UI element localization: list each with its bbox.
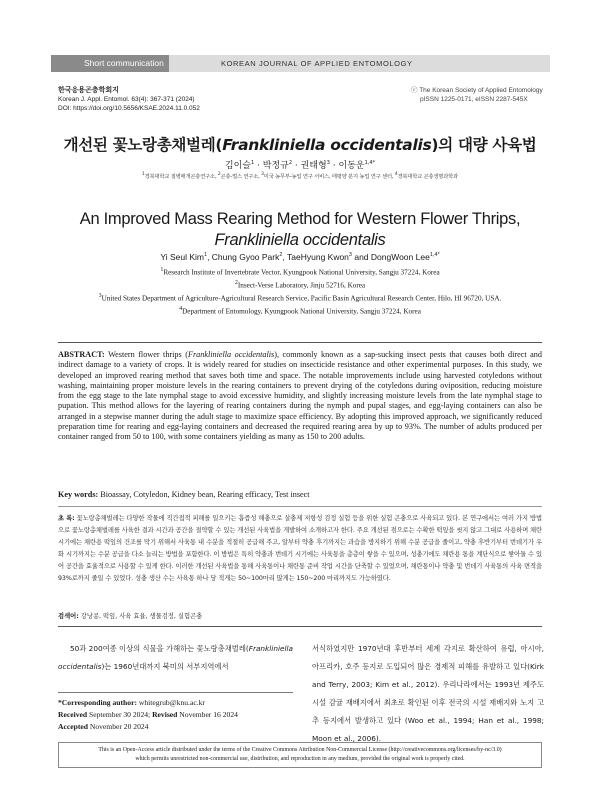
aff-ko-num: 4 (394, 172, 398, 178)
divider (58, 506, 542, 507)
accepted-date: November 20 2024 (87, 722, 149, 731)
author-ko: 이동운 (338, 161, 365, 171)
title-ko (40, 133, 560, 155)
abstract-en (58, 350, 542, 443)
abstract-label: ABSTRACT: (58, 350, 105, 359)
abstract-ko (58, 513, 542, 585)
affiliation-en (40, 304, 560, 317)
aff-num: 2 (234, 279, 238, 286)
title-en (40, 209, 560, 251)
author-ko: 김이슬 (224, 161, 251, 171)
journal-header-bar (51, 55, 550, 72)
authors-ko: 김이슬$^1$ · 박정규$^2$ · 권태형$^3$ · 이동운$^{1,4*}$ (224, 160, 376, 171)
citation-block (58, 86, 200, 113)
affiliation-en (40, 278, 560, 291)
keywords-en (58, 490, 542, 499)
author-en-sup: 2 (279, 252, 283, 259)
author-en: Chung Gyoo Park (211, 252, 280, 262)
author-en: DongWoon Lee (370, 252, 430, 262)
section-label: Short communication (51, 55, 169, 72)
abstract-ko-label: 초 록: (58, 515, 75, 522)
footnote-rule (58, 692, 293, 693)
license-footer (58, 742, 542, 768)
body-text: 50과 200여종 이상의 식물을 가해하는 꽃노랑총채벌레( (70, 644, 249, 653)
title-en-line1: An Improved Mass Rearing Method for Western Flower Thrips, (79, 210, 521, 228)
author-en-sup: 1,4 (429, 252, 438, 259)
aff-ko-num: 2 (217, 172, 221, 178)
affiliation-en (40, 291, 560, 304)
affiliations-ko (40, 172, 560, 180)
affiliations-en (40, 265, 560, 317)
author-en: Yi Seul Kim (160, 252, 204, 262)
author-ko-sup: 3 (326, 160, 330, 166)
aff-text: United States Department of Agriculture-Agricultural Research Service, Pacific Basin Agricultural Research Center, Hilo, HI 96720, USA. (101, 294, 502, 303)
received-date: September 30 2024; (87, 710, 153, 719)
keywords-ko-text: 강낭콩, 떡잎, 사육 효율, 생물검정, 실험곤충 (78, 613, 203, 620)
aff-num: 3 (98, 292, 102, 299)
license-line1: This is an Open-Access article distributed under the terms of the Creative Commons Attribution Non-Commercial License (http://creativecommons.org/licenses/by-nc/3.0) (98, 747, 502, 753)
correspondence-block (58, 697, 293, 733)
author-en-sup: 3 (348, 252, 352, 259)
authors-en: Yi Seul Kim$^1$, Chung Gyoo Park$^2$, TaeHyung Kwon$^3$ and DongWoon Lee$^{1,4*}$ (160, 252, 440, 262)
license-line2: which permits unrestricted non-commercial use, distribution, and reproduction in any medium, provided the original work is properly cited. (135, 756, 465, 762)
author-ko-sup: 1,4 (364, 160, 373, 166)
divider (58, 626, 542, 627)
abstract-species: Frankliniella occidentalis (187, 350, 275, 359)
divider (58, 342, 542, 343)
author-en-sup: 1 (204, 252, 208, 259)
title-ko-before: 개선된 꽃노랑총채벌레( (63, 136, 223, 154)
author-ko-sup: 2 (288, 160, 293, 166)
aff-text: Research Institute of Invertebrate Vector, Kyungpook National University, Sangju 37224, Korea (163, 268, 440, 277)
aff-ko-num: 1 (142, 172, 145, 178)
aff-ko-text: 곤충-벌스 연구소, (220, 174, 262, 180)
journal-title-ko: 한국응용곤충학회지 (58, 87, 119, 94)
keywords-ko (58, 611, 542, 620)
issn-line: pISSN 1225-0171, eISSN 2287-545X (420, 96, 528, 103)
corresponding-label: *Corresponding author: (58, 698, 137, 707)
corresponding-email[interactable]: whitegrub@knu.ac.kr (136, 698, 205, 707)
author-en: TaeHyung Kwon (287, 252, 349, 262)
revised-label: Revised (152, 710, 178, 719)
aff-num: 1 (160, 267, 164, 273)
journal-name: KOREAN JOURNAL OF APPLIED ENTOMOLOGY (221, 59, 413, 68)
aff-ko-text: 경북대학교 곤충생명과학과 (397, 174, 458, 180)
body-text: )는 1960년대까지 북미의 서부지역에서 (101, 662, 229, 671)
aff-ko-text: 미국 농무부-농업 연구 서비스, 태평양 분지 농업 연구 센터, (263, 174, 395, 180)
revised-date: November 16 2024 (177, 710, 238, 719)
body-right-column: 서식하였지만 1970년대 후반부터 세계 각지로 확산하여 유럽, 아시아, 아프리카, 호주 등지로 도입되어 많은 경제적 피해를 유발하고 있다(Kirk and Terry, 2003; Kim et al., 2012). 우리나라에서는 1993년 제주도 시설 감귤 재배지에서 최초로 확인된 이후 전국의 시설 재배지와 노지 고추 등지에서 발생하고 있다 (Woo et al., 1994; Han et al., 1998; Moon et al., 2006). (312, 644, 544, 743)
author-ko: 권태형 (300, 161, 327, 171)
affiliation-en (40, 265, 560, 278)
body-species: Frankliniella occidentalis (58, 644, 293, 671)
abstract-ko-text: 꽃노랑총채벌레는 다양한 작물에 직간접적 피해를 일으키는 흡즙성 해충으로 살충제 저항성 검정 실험 등을 위한 실험 곤충으로 사육되고 있다. 본 연구에서는 여러 가지 방법으로 꽃노랑총채벌레를 사육한 결과 시간과 공간을 절약할 수 있는 개선된 사육법을 개발하여 소개하고자 한다. 주요 개선된 점으로는 수확한 떡잎을 씻지 않고 그대로 사용하며 채란 시기에는 채란용 떡잎의 건조를 막기 위해서 사육통 내 수분을 적절히 공급해 주고, 알부터 약충 후기까지는 과습을 방지하기 위해 수분 공급을 줄이고, 약충 후반기부터 번데기가 우화 시기까지는 수분 공급을 다소 늘리는 방법을 포함한다. 이 방법은 특히 약충과 번데기 시기에는 사육통을 층층이 쌓을 수 있으며, 성충기에도 채란용 통을 계단식으로 쌓아둘 수 있어 공간을 효율적으로 사용할 수 있게 한다. 이러한 개선된 사육법을 통해 사육통이나 채란통 준비 작업 시간을 단축할 수 있었으며, 채란통이나 약충 및 번데기 사육통의 사육 면적을 93%로까지 줄일 수 있었다. 성충 생산 수는 사육통 하나 당 적게는 50~100마리 많게는 150~200 마리까지도 가능하였다. (58, 515, 542, 582)
copyright-line: ⓒ The Korean Society of Applied Entomology (411, 87, 543, 94)
title-en-species: Frankliniella occidentalis (214, 231, 386, 249)
accepted-label: Accepted (58, 722, 88, 731)
author-ko-sup: 1 (251, 160, 255, 166)
keywords-text: Bioassay, Cotyledon, Kidney bean, Rearing efficacy, Test insect (98, 490, 310, 499)
keywords-ko-label: 검색어: (58, 613, 79, 620)
copyright-block (411, 86, 545, 104)
keywords-label: Key words: (58, 490, 99, 499)
aff-ko-text: 경북대학교 질병매개곤충연구소, (144, 174, 218, 180)
corresponding-mark: * (372, 160, 376, 166)
journal-citation: Korean J. Appl. Entomol. 63(4): 367-371 (2024) (58, 96, 195, 103)
aff-ko-num: 3 (261, 172, 264, 178)
abstract-text: ), commonly known as a sap-sucking insect pests that causes both direct and indirect damage to a variety of crops. It is widely reared for studies on insecticide resistance and other experimental purposes. In this study, we developed an improved rearing method that saves both time and space. The notable improvements include using harvested cotyledons without washing, maintaining proper moisture levels in the rearing containers to prevent drying of the cotyledons during oviposition, reducing moisture from the egg stage to the late nymphal stage to avoid excessive humidity, and slightly increasing moisture levels from the late nymphal stage to pupation. This method allows for the layering of rearing containers during the nymph and pupal stages, and egg-laying containers can also be arranged in a stepwise manner during the adult stage to maximize space efficiency. By adopting this improved approach, we significantly reduced preparation time for rearing and egg-laying containers and decreased the required rearing area by up to 93%. The number of adults produced per container ranged from 50 to 100, with some containers yielding as many as 150 to 200 adults. (58, 350, 542, 442)
abstract-text: Western flower thrips ( (104, 350, 188, 359)
body-left-column (58, 640, 293, 676)
author-ko: 박정규 (262, 161, 289, 171)
title-ko-species: Frankliniella occidentalis (222, 136, 432, 154)
aff-num: 4 (179, 305, 183, 312)
aff-text: Insect-Verse Laboratory, Jinju 52716, Korea (237, 281, 366, 290)
doi-link[interactable]: DOI: https://doi.org/10.5656/KSAE.2024.11.0.052 (58, 105, 200, 112)
corresponding-mark: * (437, 252, 440, 259)
aff-text: Department of Entomology, Kyungpook National University, Sangju 37224, Korea (182, 307, 421, 316)
title-ko-after: )의 대량 사육법 (431, 136, 537, 154)
received-label: Received (58, 710, 88, 719)
